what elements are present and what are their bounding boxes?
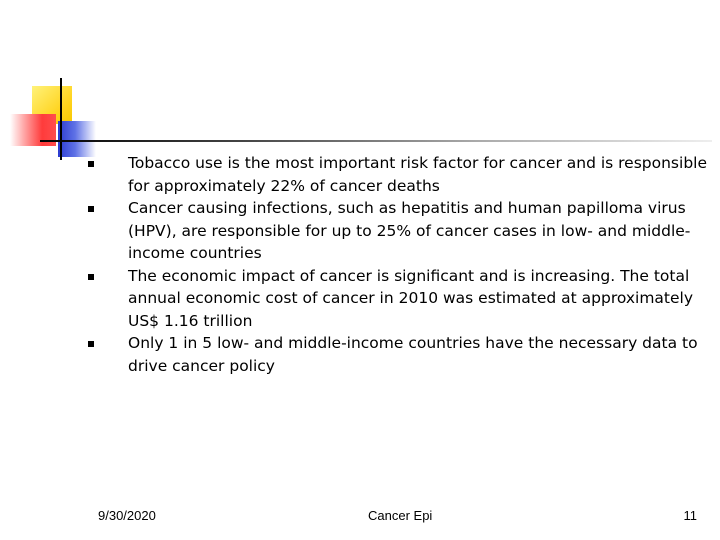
- title-divider-line: [40, 140, 712, 142]
- bullet-item: [88, 152, 708, 197]
- bullet-item: [88, 332, 708, 377]
- bullet-text: Only 1 in 5 low- and middle-income countries have the necessary data to drive cancer policy: [128, 334, 698, 375]
- square-bullet-icon: [88, 341, 94, 347]
- footer-date: 9/30/2020: [98, 508, 156, 523]
- bullet-text: Tobacco use is the most important risk factor for cancer and is responsible for approximately 22% of cancer deaths: [128, 154, 707, 195]
- square-bullet-icon: [88, 206, 94, 212]
- page-number: 11: [683, 508, 697, 523]
- footer-title: Cancer Epi: [368, 508, 433, 523]
- decorative-vertical-rule: [60, 78, 62, 160]
- bullet-list: [88, 152, 708, 377]
- bullet-item: [88, 265, 708, 333]
- bullet-text: Cancer causing infections, such as hepatitis and human papilloma virus (HPV), are responsible for up to 25% of cancer cases in low- and middle-income countries: [128, 199, 691, 262]
- square-bullet-icon: [88, 274, 94, 280]
- bullet-item: [88, 197, 708, 265]
- square-bullet-icon: [88, 161, 94, 167]
- bullet-text: The economic impact of cancer is significant and is increasing. The total annual economic cost of cancer in 2010 was estimated at approximately US$ 1.16 trillion: [128, 266, 694, 330]
